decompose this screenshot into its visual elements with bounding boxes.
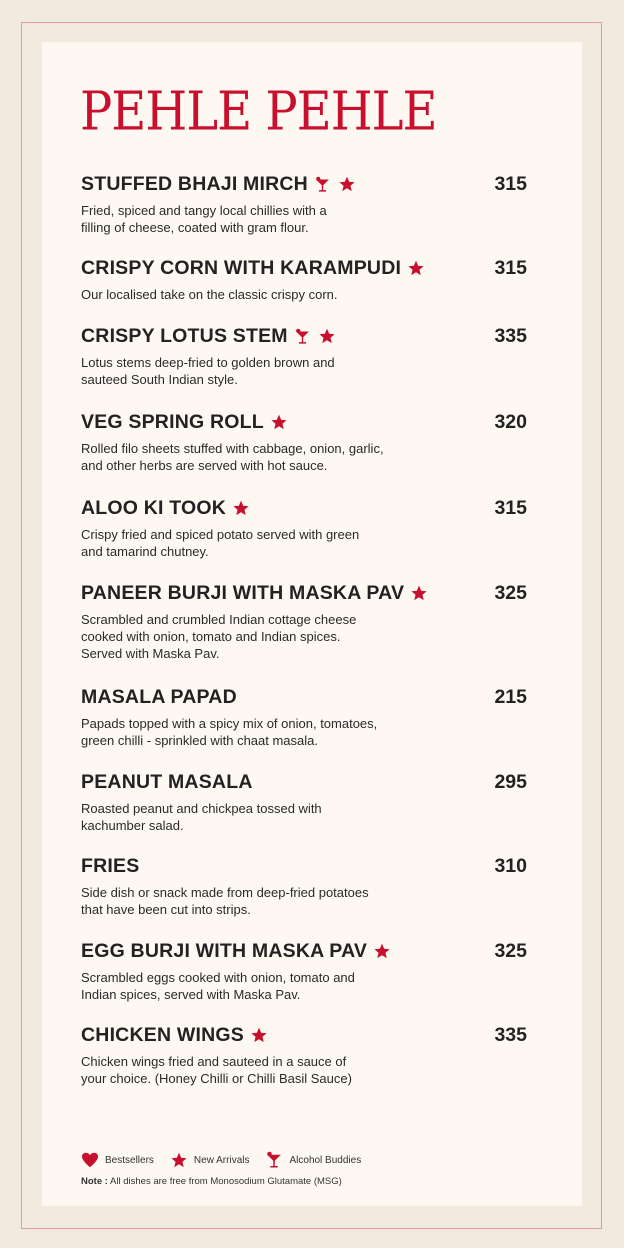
page-title: PEHLE PEHLE (80, 80, 437, 143)
menu-item (81, 854, 527, 918)
item-name-row (81, 939, 527, 963)
item-name-row (81, 496, 527, 520)
item-name-row (81, 685, 527, 709)
item-name-row (81, 1023, 527, 1047)
item-description: Scrambled and crumbled Indian cottage cheese cooked with onion, tomato and Indian spices. Served with Maska Pav. (81, 612, 357, 661)
menu-item (81, 410, 527, 474)
msg-note (81, 1176, 342, 1187)
star-icon (232, 499, 250, 517)
heart-icon (81, 1151, 99, 1169)
menu-item (81, 256, 527, 303)
item-description: Fried, spiced and tangy local chillies with a filling of cheese, coated with gram flour. (81, 203, 327, 235)
item-description: Side dish or snack made from deep-fried potatoes that have been cut into strips. (81, 885, 369, 917)
item-price: 315 (494, 173, 527, 195)
item-description: Roasted peanut and chickpea tossed with kachumber salad. (81, 801, 322, 833)
item-price: 315 (494, 497, 527, 519)
legend (81, 1151, 371, 1169)
item-name: MASALA PAPAD (81, 686, 237, 708)
item-description: Papads topped with a spicy mix of onion, tomatoes, green chilli - sprinkled with chaat masala. (81, 716, 378, 748)
menu-item (81, 496, 527, 560)
item-price: 315 (494, 257, 527, 279)
cocktail-icon (265, 1151, 283, 1169)
cocktail-icon (314, 175, 332, 193)
item-name: ALOO KI TOOK (81, 497, 227, 519)
legend-alcohol-buddies: Alcohol Buddies (289, 1154, 362, 1166)
note-text: All dishes are free from Monosodium Glutamate (MSG) (107, 1176, 342, 1187)
menu-item (81, 939, 527, 1003)
item-name: CRISPY CORN WITH KARAMPUDI (81, 257, 402, 279)
menu-item (81, 685, 527, 749)
star-icon (338, 175, 356, 193)
legend-bestsellers: Bestsellers (105, 1154, 154, 1166)
item-name-row (81, 172, 527, 196)
star-icon (318, 327, 336, 345)
item-name-row (81, 581, 527, 605)
item-description: Chicken wings fried and sauteed in a sauce of your choice. (Honey Chilli or Chilli Basil Sauce) (81, 1054, 352, 1086)
item-name-row (81, 770, 527, 794)
menu-item (81, 172, 527, 236)
item-name: CHICKEN WINGS (81, 1024, 244, 1046)
item-price: 335 (494, 325, 527, 347)
item-name: EGG BURJI WITH MASKA PAV (81, 940, 368, 962)
legend-new-arrivals: New Arrivals (193, 1154, 250, 1166)
item-name: CRISPY LOTUS STEM (81, 325, 288, 347)
menu-item (81, 324, 527, 388)
star-icon (410, 584, 428, 602)
item-name: PEANUT MASALA (81, 771, 253, 793)
cocktail-icon (294, 327, 312, 345)
item-description: Crispy fried and spiced potato served with green and tamarind chutney. (81, 527, 360, 559)
star-icon (250, 1026, 268, 1044)
item-name: PANEER BURJI WITH MASKA PAV (81, 582, 405, 604)
item-description: Our localised take on the classic crispy corn. (81, 287, 338, 302)
item-price: 325 (494, 582, 527, 604)
item-name: VEG SPRING ROLL (81, 411, 264, 433)
star-icon (407, 259, 425, 277)
menu-item (81, 581, 527, 662)
item-price: 295 (494, 771, 527, 793)
item-price: 325 (494, 940, 527, 962)
item-description: Lotus stems deep-fried to golden brown and sauteed South Indian style. (81, 355, 335, 387)
item-price: 215 (494, 686, 527, 708)
item-name-row (81, 410, 527, 434)
star-icon (170, 1151, 188, 1169)
star-icon (270, 413, 288, 431)
note-label: Note : (81, 1176, 108, 1187)
item-description: Scrambled eggs cooked with onion, tomato and Indian spices, served with Maska Pav. (81, 970, 355, 1002)
menu-item (81, 770, 527, 834)
item-name-row (81, 854, 527, 878)
item-price: 320 (494, 411, 527, 433)
item-description: Rolled filo sheets stuffed with cabbage, onion, garlic, and other herbs are served with hot sauce. (81, 441, 384, 473)
item-price: 310 (494, 855, 527, 877)
item-name-row (81, 256, 527, 280)
item-name: STUFFED BHAJI MIRCH (81, 173, 308, 195)
star-icon (373, 942, 391, 960)
item-name: FRIES (81, 855, 140, 877)
item-name-row (81, 324, 527, 348)
item-price: 335 (494, 1024, 527, 1046)
menu-item (81, 1023, 527, 1087)
